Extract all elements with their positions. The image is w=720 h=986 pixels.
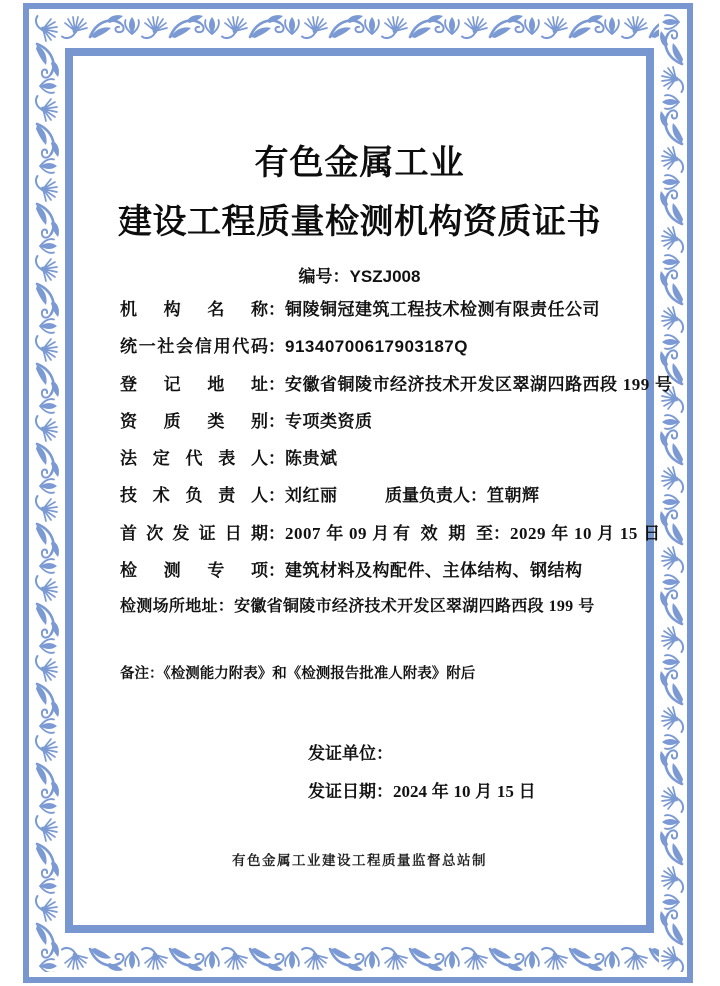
- remark-label: 备注：: [120, 666, 164, 682]
- field-label: 法定代表人: [120, 449, 268, 469]
- field-colon: ：: [493, 523, 510, 543]
- field-row-org-name: [120, 291, 640, 328]
- field-value: 建筑材料及构配件、主体结构、钢结构: [285, 561, 583, 581]
- field-value2: 2029 年 10 月 15 日: [510, 523, 661, 543]
- issue-date-label: 发证日期：: [308, 782, 393, 801]
- field-colon: ：: [268, 561, 285, 581]
- serial-number-line: [73, 262, 646, 287]
- field-colon: ：: [470, 486, 487, 506]
- border-ornament-bottom: [60, 946, 659, 972]
- serial-label: 编号：: [298, 267, 350, 286]
- field-row-legal-representative: [120, 440, 640, 477]
- remark-value: 《检测能力附表》和《检测报告批准人附表》附后: [163, 666, 476, 682]
- certificate-content: [73, 56, 673, 925]
- field-value2: 笪朝辉: [487, 486, 540, 506]
- field-colon: ：: [268, 374, 285, 394]
- field-colon: ：: [268, 486, 285, 506]
- border-ornament-top: [60, 14, 659, 40]
- field-label: 首次发证日期: [120, 523, 268, 543]
- field-rows: [120, 291, 673, 589]
- certificate-title-line1: 有色金属工业: [254, 144, 465, 182]
- field-colon: ：: [268, 523, 285, 543]
- field-row-first-issue-date: [120, 515, 661, 552]
- border-ornament-right: [659, 14, 685, 972]
- remark-line: [120, 662, 475, 683]
- field-label: 登记地址: [120, 374, 268, 394]
- field-colon: ：: [268, 449, 285, 469]
- field-row-credit-code: [120, 328, 640, 365]
- printing-authority-line: 有色金属工业建设工程质量监督总站制: [232, 853, 487, 869]
- site-address-value: 安徽省铜陵市经济技术开发区翠湖四路西段 199 号: [234, 598, 595, 615]
- field-label: 检测专项: [120, 561, 268, 581]
- certificate-title-line2: 建设工程质量检测机构资质证书: [118, 203, 601, 241]
- field-value: 刘红丽: [285, 486, 338, 506]
- field-colon: ：: [268, 411, 285, 431]
- field-pair2-quality-director: [385, 477, 540, 514]
- issue-date-value: 2024 年 10 月 15 日: [393, 782, 536, 801]
- field-row-registered-address: [120, 366, 673, 403]
- serial-value: YSZJ008: [349, 267, 421, 286]
- site-address-line: [120, 593, 595, 616]
- field-value: 2007 年 09 月: [285, 523, 390, 543]
- field-colon: ：: [268, 337, 285, 357]
- issuing-unit-label: 发证单位：: [308, 744, 393, 763]
- field-pair2-valid-until: [393, 515, 661, 552]
- field-label: 资质类别: [120, 411, 268, 431]
- issue-date-line: [308, 777, 536, 802]
- field-label: 统一社会信用代码: [120, 337, 268, 357]
- issuing-unit-line: [308, 739, 393, 764]
- field-row-qualification-category: [120, 403, 640, 440]
- field-value: 专项类资质: [285, 411, 373, 431]
- field-value: 安徽省铜陵市经济技术开发区翠湖四路西段 199 号: [285, 374, 673, 394]
- field-colon: ：: [268, 300, 285, 319]
- field-label2: 质量负责人: [385, 486, 470, 506]
- field-value: 陈贵斌: [285, 449, 338, 469]
- field-value: 91340700617903187Q: [285, 337, 468, 357]
- field-label: 技术负责人: [120, 486, 268, 506]
- field-label: 机构名称: [120, 300, 268, 319]
- site-address-label: 检测场所地址：: [120, 598, 235, 615]
- border-ornament-left: [34, 14, 60, 972]
- field-label2: 有效期至: [393, 523, 493, 543]
- field-value: 铜陵铜冠建筑工程技术检测有限责任公司: [285, 300, 600, 319]
- field-row-inspection-specialties: [120, 552, 640, 589]
- field-row-technical-director: [120, 477, 640, 514]
